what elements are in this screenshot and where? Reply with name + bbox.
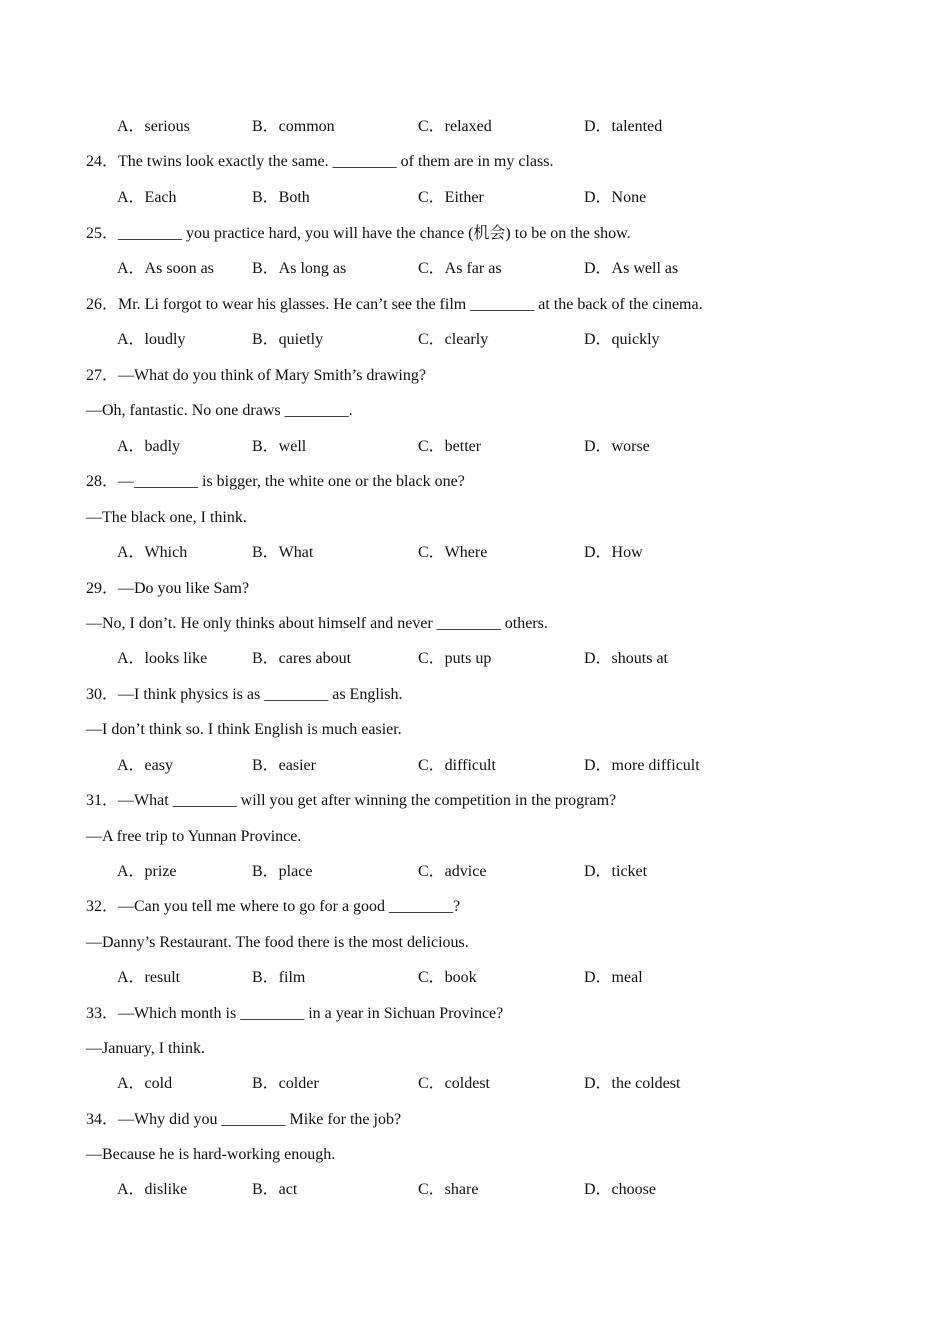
q33-option-a: A．cold xyxy=(117,1075,173,1092)
q28-option-a: A．Which xyxy=(117,544,188,561)
q28-reply: —The black one, I think. xyxy=(86,509,247,526)
q24-option-a: A．Each xyxy=(117,189,177,206)
q32-option-b: B．film xyxy=(252,969,306,986)
q33-stem: 33．—Which month is ________ in a year in Sichuan Province? xyxy=(86,1005,504,1022)
q32-option-c: C．book xyxy=(418,969,477,986)
q34-option-c: C．share xyxy=(418,1181,479,1198)
q31-option-a: A．prize xyxy=(117,863,177,880)
q25-option-b: B．As long as xyxy=(252,260,347,277)
q29-option-a: A．looks like xyxy=(117,650,208,667)
q24-option-d: D．None xyxy=(584,189,647,206)
q33-option-b: B．colder xyxy=(252,1075,319,1092)
q29-option-c: C．puts up xyxy=(418,650,492,667)
q28-option-c: C．Where xyxy=(418,544,488,561)
q24-option-c: C．Either xyxy=(418,189,484,206)
q26-stem: 26．Mr. Li forgot to wear his glasses. He can’t see the film ________ at the back of the cinema. xyxy=(86,296,703,313)
q27-option-c: C．better xyxy=(418,438,482,455)
q32-reply: —Danny’s Restaurant. The food there is the most delicious. xyxy=(86,934,469,951)
q33-reply: —January, I think. xyxy=(86,1040,205,1057)
q29-reply: —No, I don’t. He only thinks about himself and never ________ others. xyxy=(86,615,548,632)
q34-stem: 34．—Why did you ________ Mike for the job? xyxy=(86,1111,402,1128)
q30-option-a: A．easy xyxy=(117,757,173,774)
q27-stem: 27．—What do you think of Mary Smith’s drawing? xyxy=(86,367,426,384)
q30-option-c: C．difficult xyxy=(418,757,496,774)
q33-option-c: C．coldest xyxy=(418,1075,490,1092)
q26-option-c: C．clearly xyxy=(418,331,489,348)
q31-option-d: D．ticket xyxy=(584,863,648,880)
q33-option-d: D．the coldest xyxy=(584,1075,681,1092)
q25-option-a: A．As soon as xyxy=(117,260,214,277)
q29-stem: 29．—Do you like Sam? xyxy=(86,580,250,597)
q28-option-b: B．What xyxy=(252,544,314,561)
q30-option-d: D．more difficult xyxy=(584,757,700,774)
q23-option-b: B．common xyxy=(252,118,335,135)
q27-option-d: D．worse xyxy=(584,438,650,455)
q32-option-a: A．result xyxy=(117,969,181,986)
q23-option-d: D．talented xyxy=(584,118,663,135)
q27-option-a: A．badly xyxy=(117,438,181,455)
q31-stem: 31．—What ________ will you get after winning the competition in the program? xyxy=(86,792,617,809)
q32-stem: 32．—Can you tell me where to go for a good ________? xyxy=(86,898,461,915)
q29-option-d: D．shouts at xyxy=(584,650,669,667)
q23-option-a: A．serious xyxy=(117,118,190,135)
q30-option-b: B．easier xyxy=(252,757,316,774)
q29-option-b: B．cares about xyxy=(252,650,352,667)
q25-stem: 25．________ you practice hard, you will have the chance (机会) to be on the show. xyxy=(86,225,631,242)
q27-reply: —Oh, fantastic. No one draws ________. xyxy=(86,402,353,419)
q31-option-c: C．advice xyxy=(418,863,487,880)
q34-option-a: A．dislike xyxy=(117,1181,188,1198)
q34-option-b: B．act xyxy=(252,1181,298,1198)
q30-reply: —I don’t think so. I think English is much easier. xyxy=(86,721,402,738)
q23-option-c: C．relaxed xyxy=(418,118,492,135)
q28-stem: 28．—________ is bigger, the white one or the black one? xyxy=(86,473,465,490)
q25-option-d: D．As well as xyxy=(584,260,679,277)
q24-option-b: B．Both xyxy=(252,189,310,206)
q32-option-d: D．meal xyxy=(584,969,643,986)
q31-reply: —A free trip to Yunnan Province. xyxy=(86,828,302,845)
q34-option-d: D．choose xyxy=(584,1181,656,1198)
q27-option-b: B．well xyxy=(252,438,307,455)
q26-option-b: B．quietly xyxy=(252,331,324,348)
q25-option-c: C．As far as xyxy=(418,260,502,277)
q31-option-b: B．place xyxy=(252,863,313,880)
q24-stem: 24．The twins look exactly the same. ________ of them are in my class. xyxy=(86,153,554,170)
q28-option-d: D．How xyxy=(584,544,643,561)
q34-reply: —Because he is hard-working enough. xyxy=(86,1146,336,1163)
q30-stem: 30．—I think physics is as ________ as English. xyxy=(86,686,403,703)
q26-option-a: A．loudly xyxy=(117,331,186,348)
q26-option-d: D．quickly xyxy=(584,331,660,348)
